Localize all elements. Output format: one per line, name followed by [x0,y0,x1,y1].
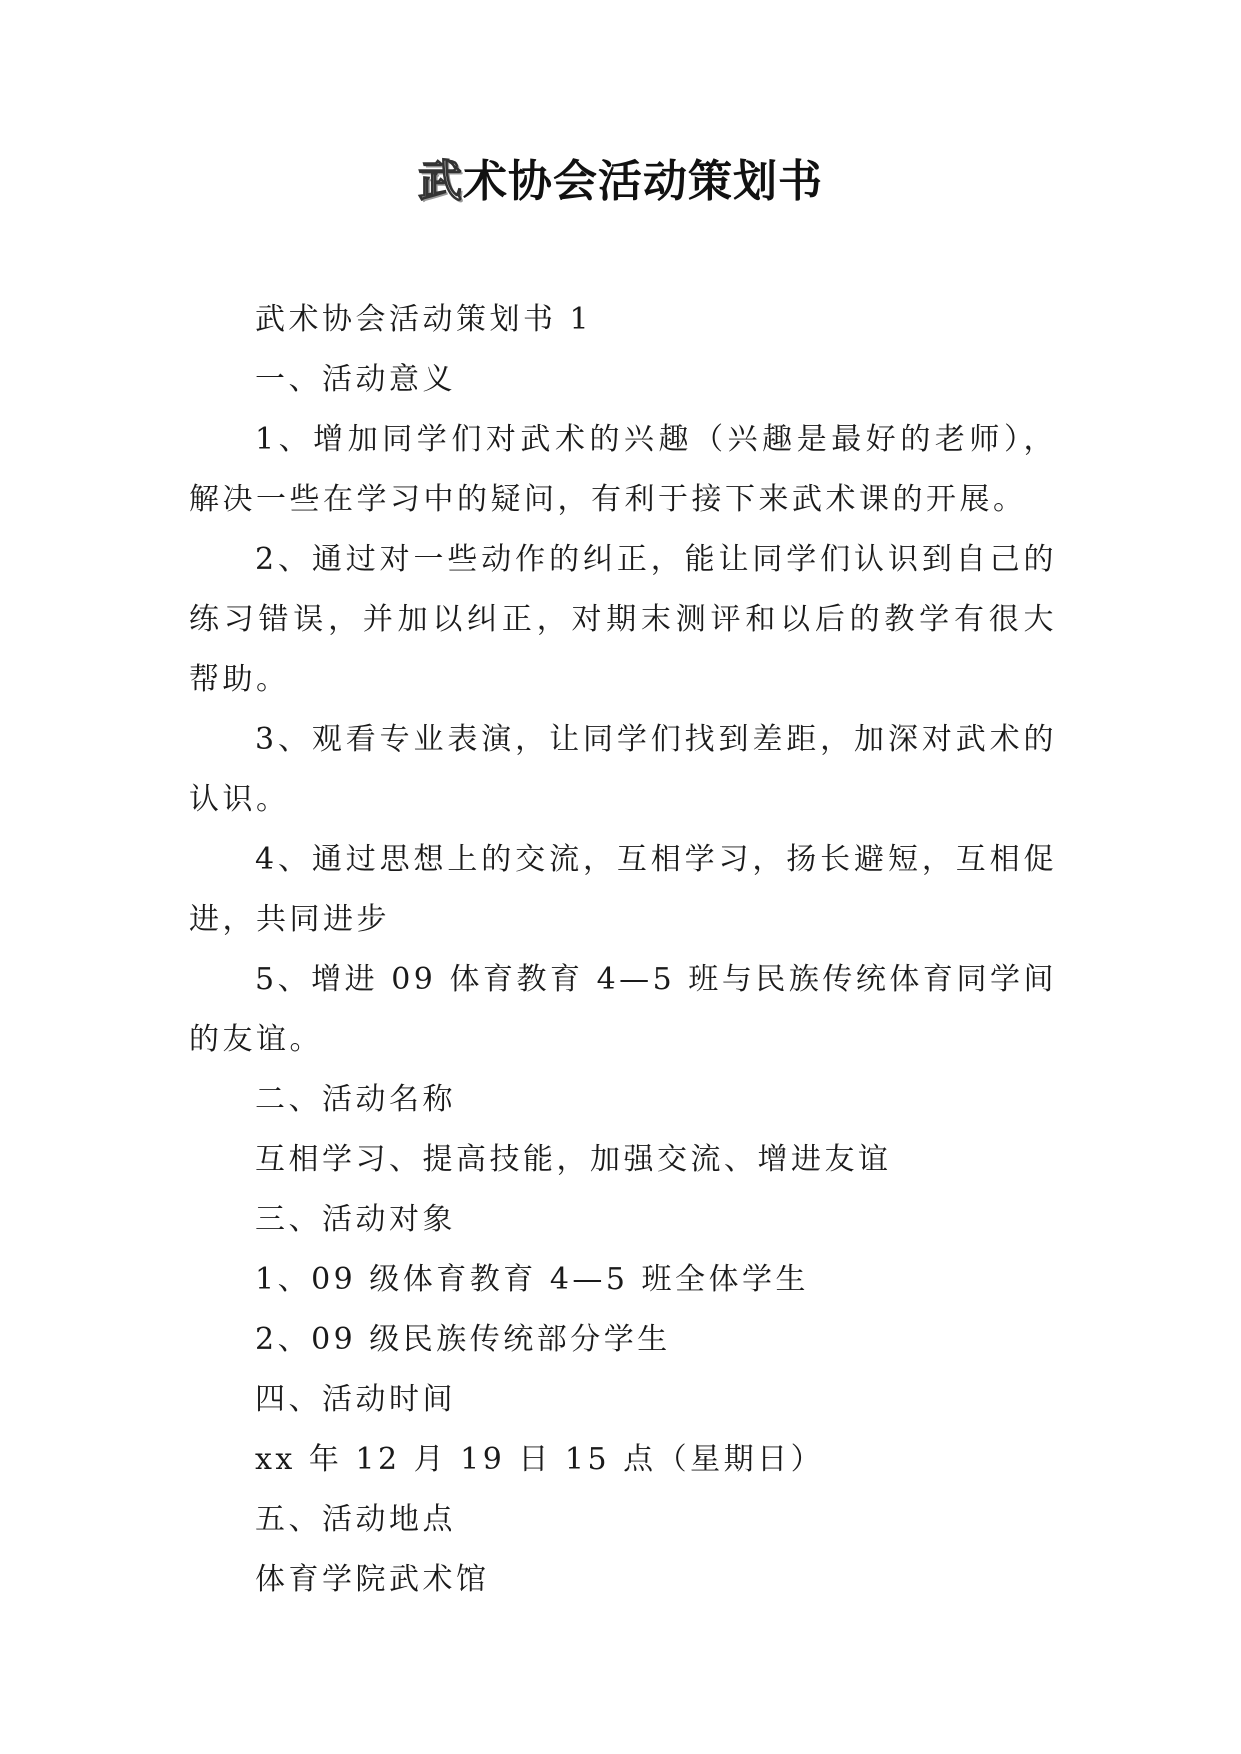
section-heading-location: 五、活动地点 [255,1502,456,1537]
title-rest: 术协会活动策划书 [463,156,823,207]
meaning-item-1: 1、增加同学们对武术的兴趣（兴趣是最好的老师），解决一些在学习中的疑问，有利于接下来武术课的开展。 [189,422,1057,517]
activity-location: 体育学院武术馆 [255,1562,490,1597]
activity-name: 互相学习、提高技能，加强交流、增进友谊 [255,1142,892,1177]
section-heading-time: 四、活动时间 [255,1382,456,1417]
section-heading-audience: 三、活动对象 [255,1202,456,1237]
meaning-item-5: 5、增进 09 体育教育 4—5 班与民族传统体育同学间的友谊。 [189,962,1057,1057]
section-heading-name: 二、活动名称 [255,1082,456,1117]
audience-item-2: 2、09 级民族传统部分学生 [255,1322,671,1357]
meaning-item-2: 2、通过对一些动作的纠正，能让同学们认识到自己的练习错误，并加以纠正，对期末测评和以后的教学有很大帮助。 [189,542,1057,697]
title-first-char: 武 [418,156,463,207]
section-heading-meaning: 一、活动意义 [255,362,456,397]
activity-time: xx 年 12 月 19 日 15 点（星期日） [255,1442,825,1477]
document-body [189,290,1057,1610]
subtitle-heading: 武术协会活动策划书 1 [255,302,593,337]
document-title [0,152,1241,212]
meaning-item-4: 4、通过思想上的交流，互相学习，扬长避短，互相促进，共同进步 [189,842,1057,937]
audience-item-1: 1、09 级体育教育 4—5 班全体学生 [255,1262,810,1297]
meaning-item-3: 3、观看专业表演，让同学们找到差距，加深对武术的认识。 [189,722,1057,817]
